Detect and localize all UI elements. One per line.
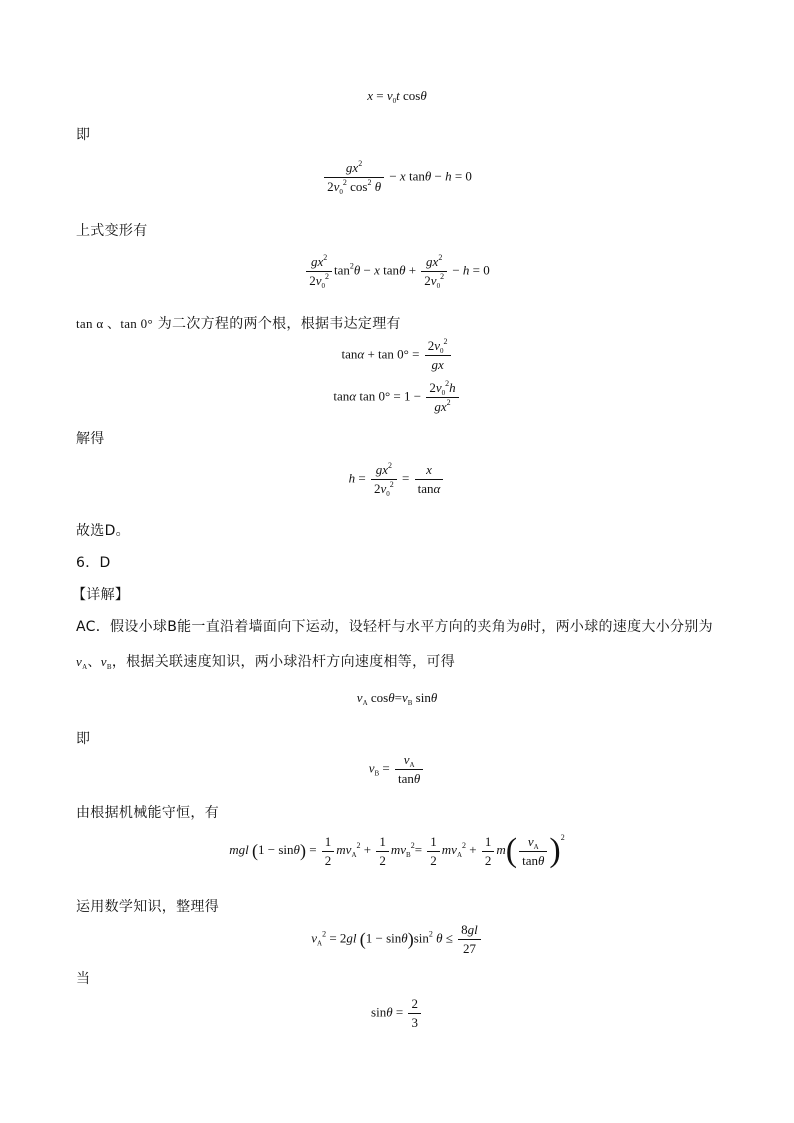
text-ac-assumption: AC．假设小球B能一直沿着墙面向下运动，设轻杆与水平方向的夹角为θ时，两小球的速度大小分别为 bbox=[76, 619, 713, 635]
text-solve: 解得 bbox=[76, 431, 105, 447]
equation-vieta-product: tanα tan 0° = 1 − $\frac{2v_0^2h}{gx^2}$ bbox=[0, 380, 794, 415]
equation-va-squared: $v_A^2 = 2gl$ $(1 - \sin\theta)\sin^2$ θ ≤ $\frac{8gl}{27}$ bbox=[0, 922, 794, 957]
text-transform: 上式变形有 bbox=[76, 223, 148, 239]
equation-energy-conservation: mgl (1 − sinθ) = $\frac{1}{2}$ $mv_A^2$ + $\frac{1}{2}$ $mv_B^2=$ $\frac{1}{2}$ $mv_A^2$ + $\frac{1}{2}$ m( $\frac{v_A}{\tan\theta}$ )$^2$ bbox=[229, 832, 565, 869]
equation-sin-theta: sinθ = $\frac{2}{3}$ bbox=[0, 996, 794, 1031]
equation-vb: $v_B$ = $\frac{v_A}{\tan\theta}$ bbox=[0, 752, 794, 787]
text-velocities: $v_A$、$v_B$，根据关联速度知识，两小球沿杆方向速度相等，可得 bbox=[76, 654, 456, 671]
text-energy: 由根据机械能守恒，有 bbox=[76, 805, 219, 821]
equation-trajectory: $\frac{gx^2}{2v_0^2 \cos^2 \theta}$ − x tanθ − h = 0 bbox=[0, 160, 794, 195]
text-ac-part1: AC．假设小球B能一直沿着墙面向下运动，设轻杆与水平方向的夹角为 bbox=[76, 619, 521, 635]
equation-vieta-sum: tanα + tan 0° = $\frac{2v_0^2}{gx}$ bbox=[0, 338, 794, 373]
equation-h: h = $\frac{gx^2}{2v_0^2}$ = $\frac{x}{\tan\alpha}$ bbox=[0, 462, 794, 497]
text-ji-1: 即 bbox=[76, 127, 91, 143]
text-velocities-label: ，根据关联速度知识，两小球沿杆方向速度相等，可得 bbox=[111, 654, 456, 670]
text-detail-header: 【详解】 bbox=[72, 587, 130, 603]
text-roots-label: 为二次方程的两个根，根据韦达定理有 bbox=[157, 316, 401, 332]
text-ji-2: 即 bbox=[76, 731, 91, 747]
text-roots: tan α 、tan 0° 为二次方程的两个根，根据韦达定理有 bbox=[76, 316, 401, 332]
text-when: 当 bbox=[76, 971, 91, 987]
text-question-6: 6．D bbox=[76, 555, 111, 571]
equation-quadratic: $\frac{gx^2}{2v_0^2}$ $\tan^2\theta - x$ tanθ + $\frac{gx^2}{2v_0^2}$ − h = 0 bbox=[0, 254, 794, 289]
equation-x: $x = v_0t$ cosθ bbox=[367, 88, 427, 105]
text-math: 运用数学知识，整理得 bbox=[76, 899, 219, 915]
text-ac-part2: 时，两小球的速度大小分别为 bbox=[527, 619, 713, 635]
equation-rod-velocity: $v_A$ $\cos\theta=v_B$ sinθ bbox=[356, 690, 438, 707]
text-choose-d: 故选D。 bbox=[76, 523, 130, 539]
